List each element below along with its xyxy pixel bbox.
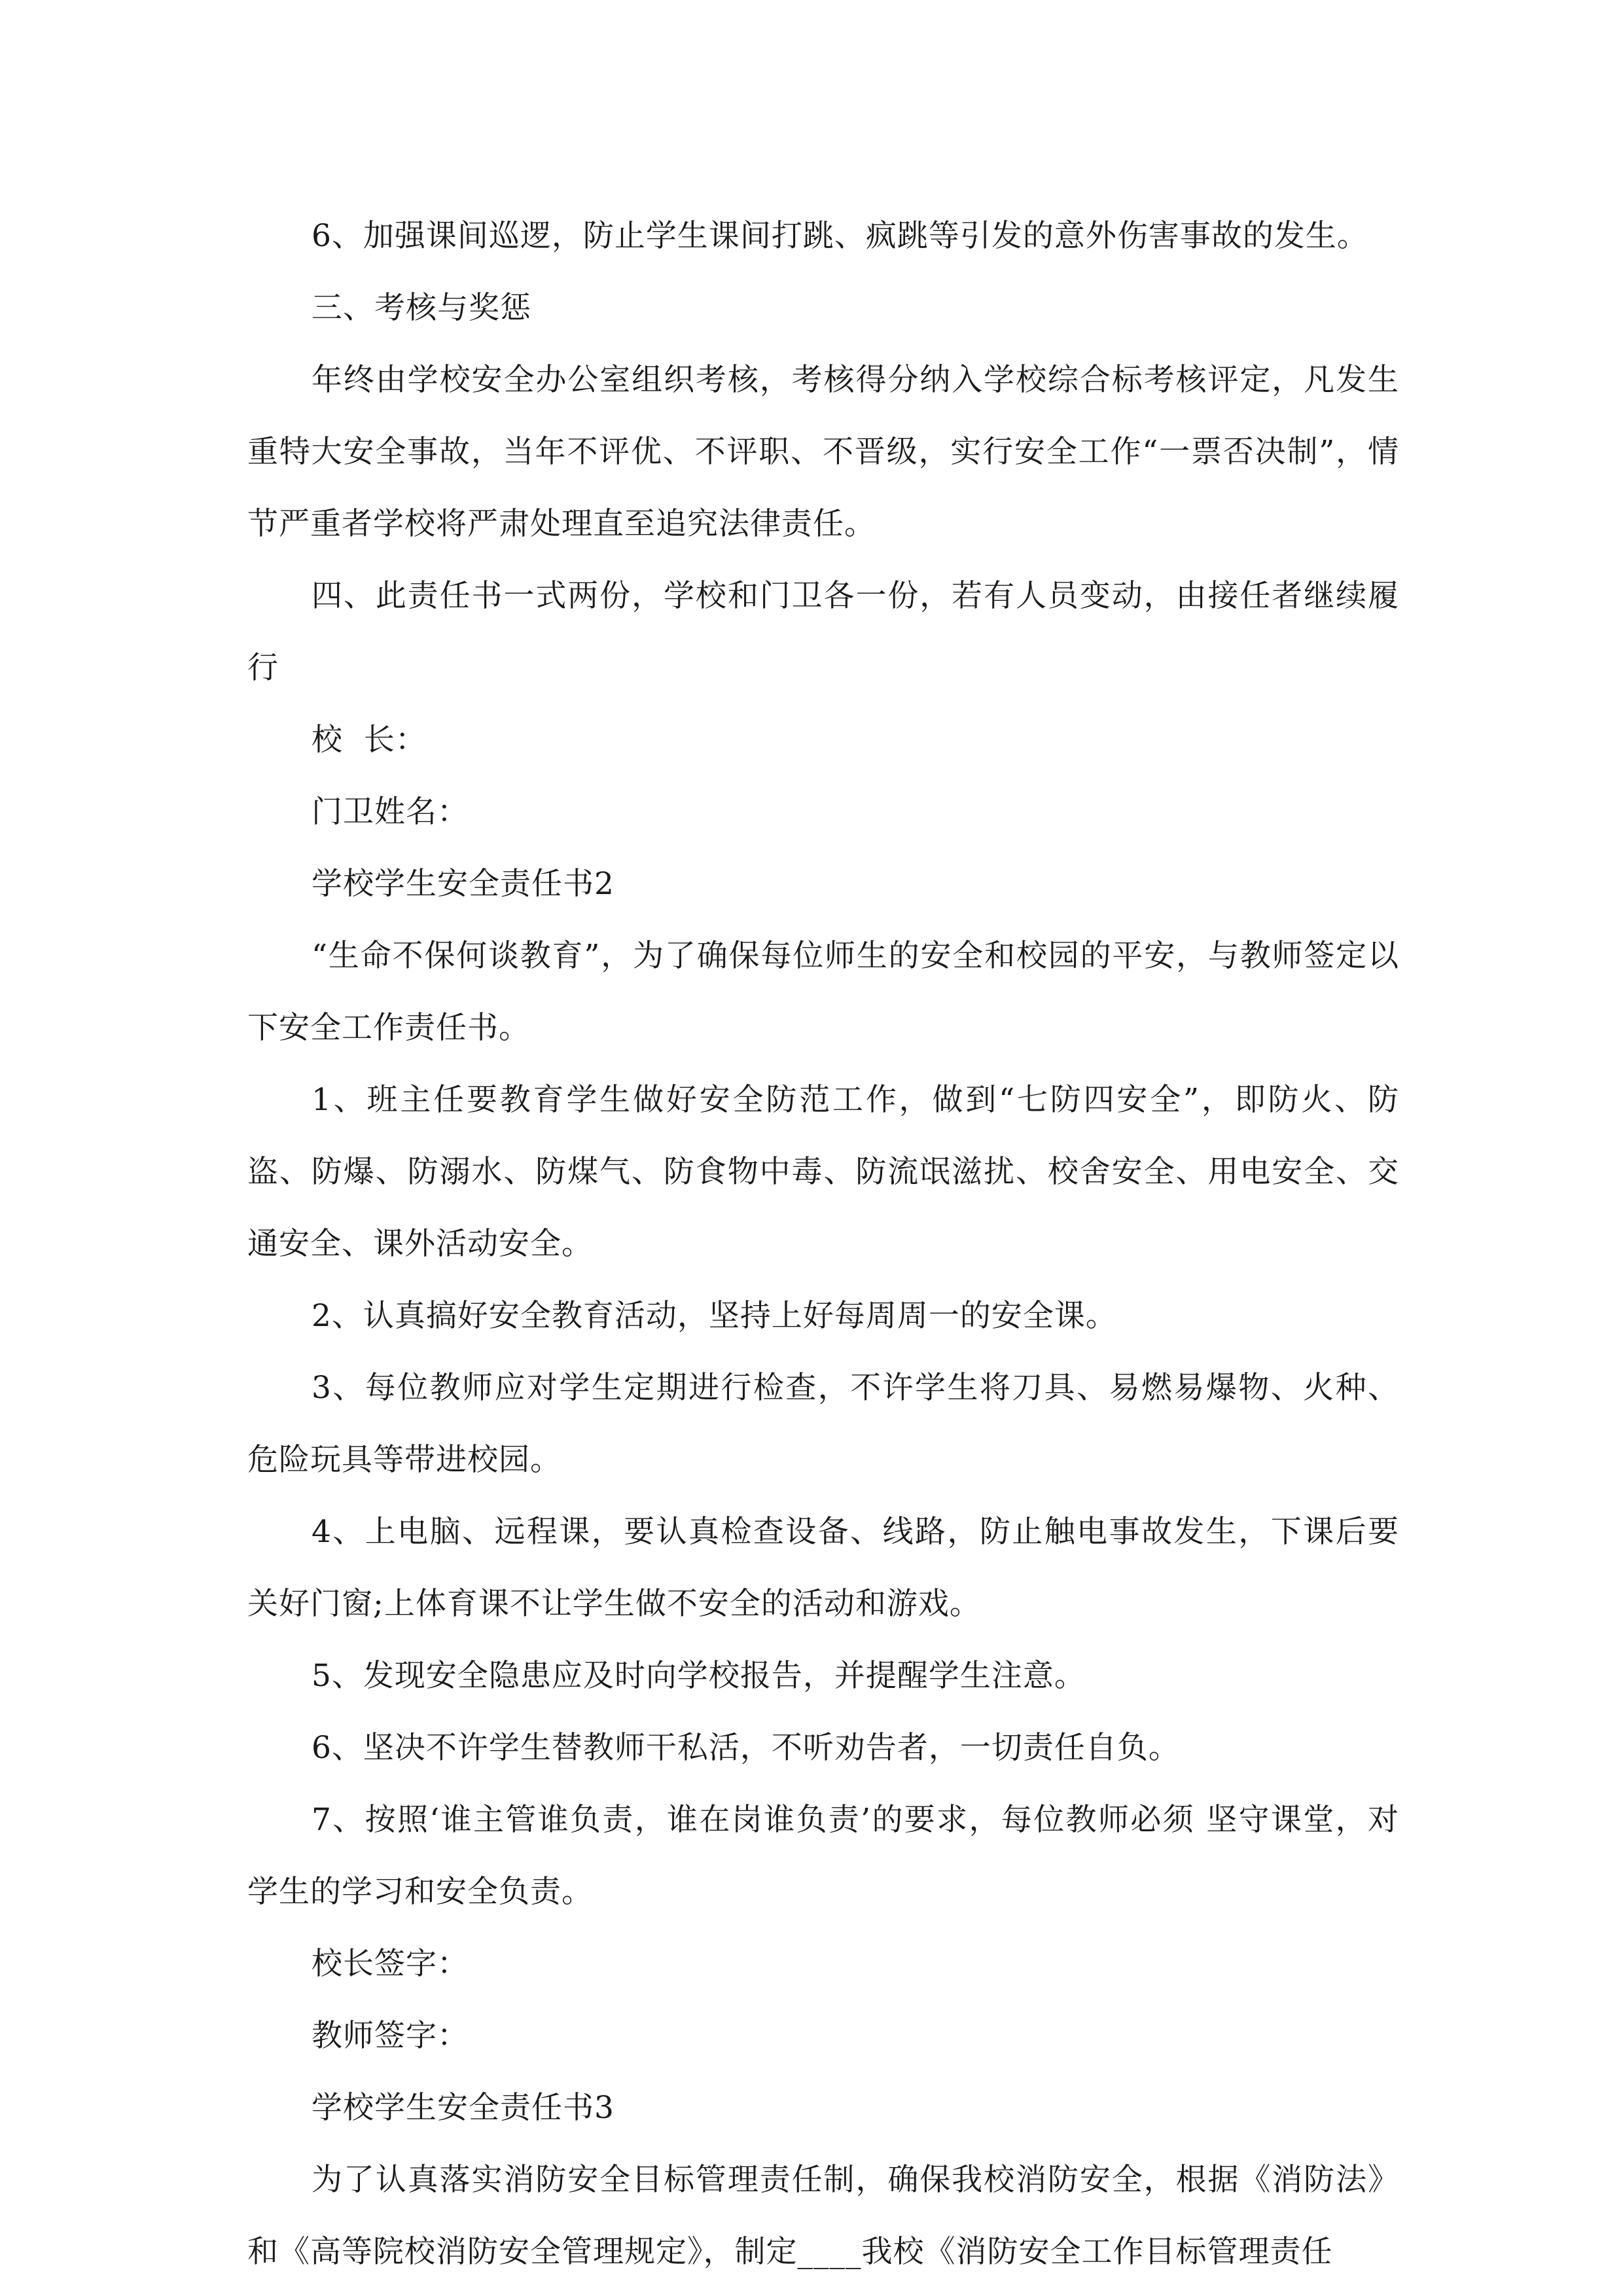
document-3-title: 学校学生安全责任书3 xyxy=(312,2090,615,2126)
item-7-paragraph: 7、按照‘谁主管谁负责，谁在岗谁负责’的要求，每位教师必须 坚守课堂，对学生的学习和安全负责。 xyxy=(247,1802,1399,1910)
item-6-paragraph: 6、坚决不许学生替教师干私活，不听劝告者，一切责任自负。 xyxy=(312,1730,1180,1766)
principal-signature-line: 校 长： xyxy=(312,722,427,758)
item-1-paragraph: 1、班主任要教育学生做好安全防范工作，做到“七防四安全”，即防火、防盗、防爆、防溺水、防煤气、防食物中毒、防流氓滋扰、校舍安全、用电安全、交通安全、课外活动安全。 xyxy=(247,1082,1399,1262)
item-2-paragraph: 2、认真搞好安全教育活动，坚持上好每周周一的安全课。 xyxy=(312,1298,1117,1334)
section-3-heading: 三、考核与奖惩 xyxy=(312,290,531,326)
section-4-paragraph: 四、此责任书一式两份，学校和门卫各一份，若有人员变动，由接任者继续履行 xyxy=(247,578,1399,686)
item-3-paragraph: 3、每位教师应对学生定期进行检查，不许学生将刀具、易燃易爆物、火种、危险玩具等带进校园。 xyxy=(247,1370,1399,1478)
document-2-title: 学校学生安全责任书2 xyxy=(312,866,615,902)
intro-paragraph-3: 为了认真落实消防安全目标管理责任制，确保我校消防安全，根据《消防法》和《高等院校消防安全管理规定》，制定____我校《消防安全工作目标管理责任 xyxy=(247,2162,1399,2270)
item-5-paragraph: 5、发现安全隐患应及时向学校报告，并提醒学生注意。 xyxy=(312,1658,1086,1694)
guard-name-line: 门卫姓名： xyxy=(312,794,469,830)
intro-paragraph-2: “生命不保何谈教育”，为了确保每位师生的安全和校园的平安，与教师签定以下安全工作责任书。 xyxy=(247,938,1399,1046)
teacher-sign-line: 教师签字： xyxy=(312,2018,469,2054)
assessment-paragraph: 年终由学校安全办公室组织考核，考核得分纳入学校综合标考核评定，凡发生重特大安全事故，当年不评优、不评职、不晋级，实行安全工作“一票否决制”，情节严重者学校将严肃处理直至追究法律责任。 xyxy=(247,362,1399,542)
principal-sign-line: 校长签字： xyxy=(312,1946,469,1982)
item-4-paragraph: 4、上电脑、远程课，要认真检查设备、线路，防止触电事故发生，下课后要关好门窗;上体育课不让学生做不安全的活动和游戏。 xyxy=(247,1514,1399,1622)
document-body xyxy=(247,200,1399,2288)
item-6-patrol: 6、加强课间巡逻，防止学生课间打跳、疯跳等引发的意外伤害事故的发生。 xyxy=(312,218,1368,254)
